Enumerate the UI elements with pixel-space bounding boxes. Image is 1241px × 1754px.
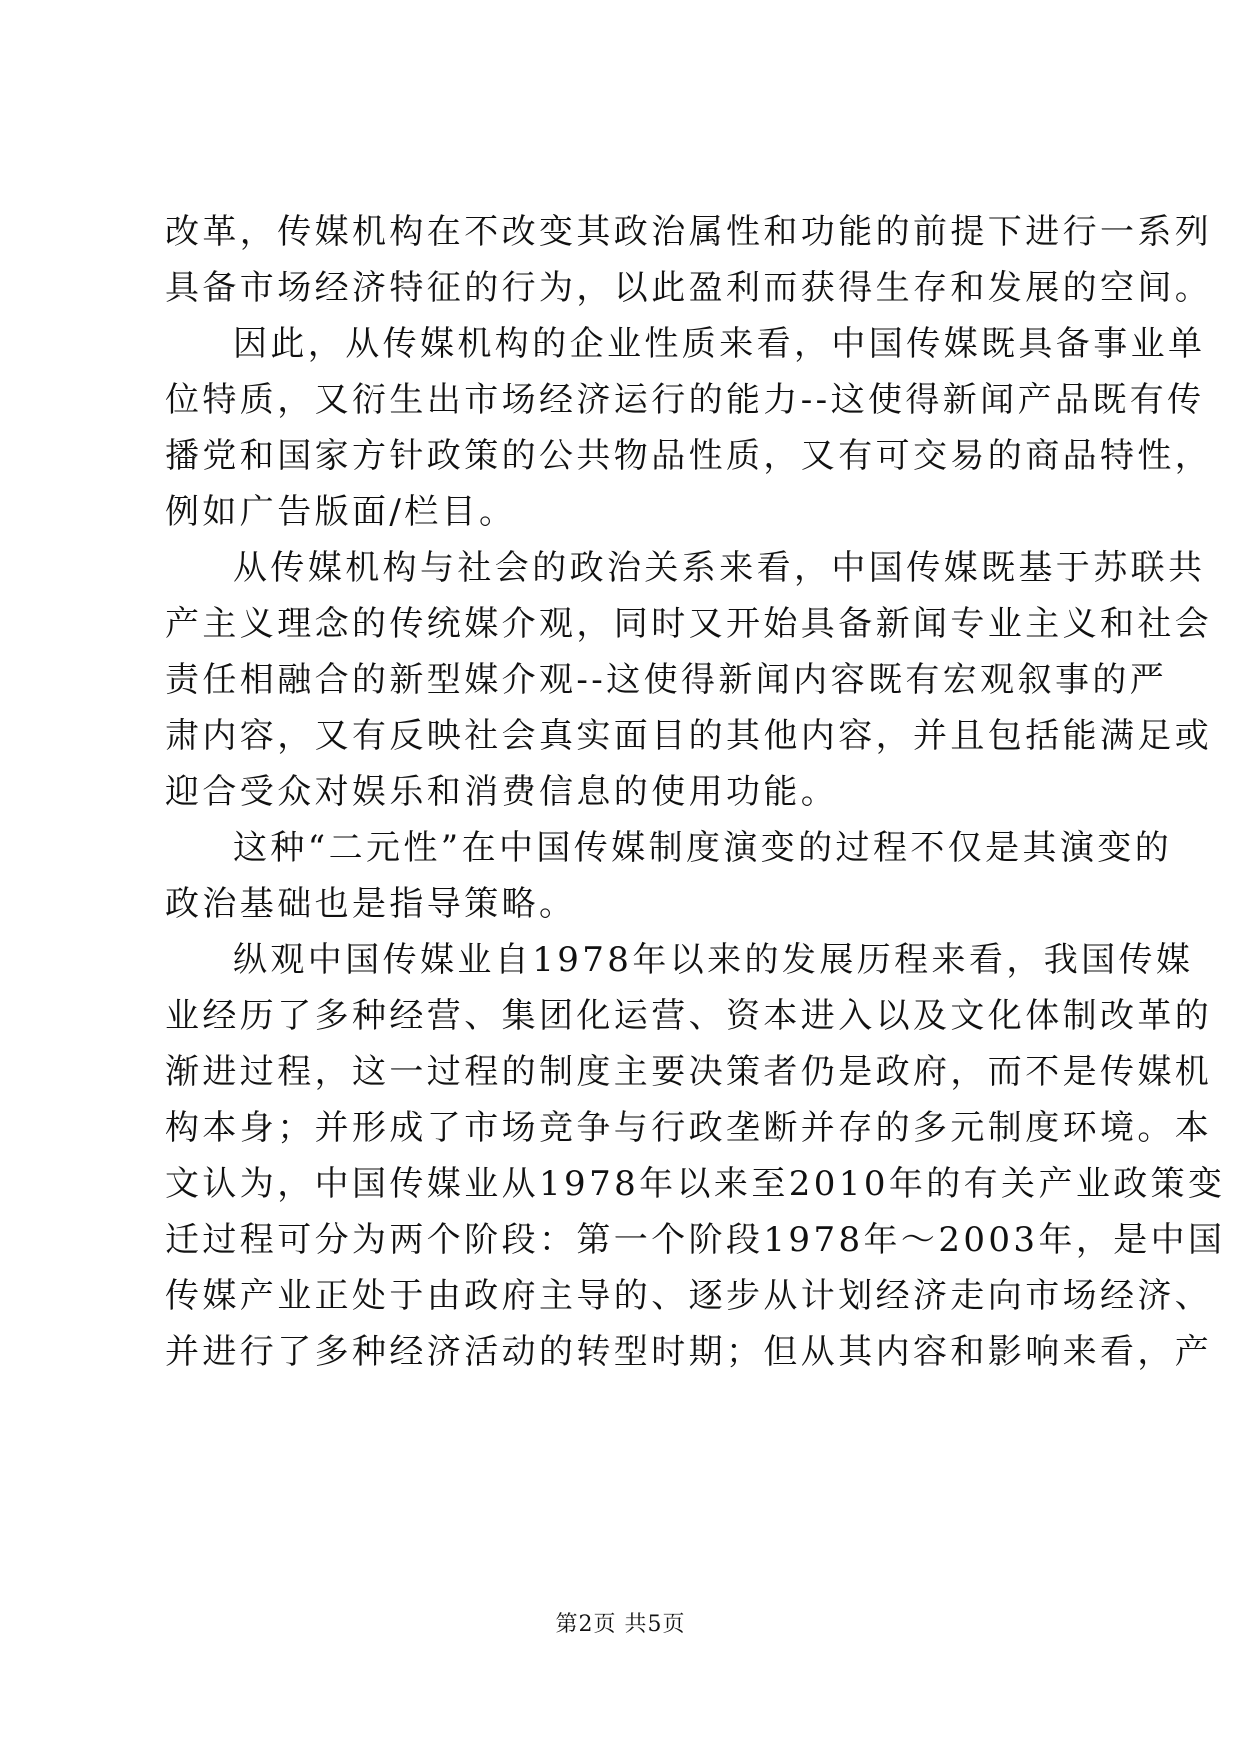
- body-line-4: 位特质，又衍生出市场经济运行的能力--这使得新闻产品既有传: [165, 380, 1205, 420]
- page-footer: 第2页 共5页: [555, 1612, 686, 1637]
- body-line-2: 具备市场经济特征的行为，以此盈利而获得生存和发展的空间。: [165, 268, 1213, 308]
- body-line-15: 业经历了多种经营、集团化运营、资本进入以及文化体制改革的: [165, 996, 1213, 1036]
- body-line-8: 产主义理念的传统媒介观，同时又开始具备新闻专业主义和社会: [165, 604, 1213, 644]
- body-line-21: 并进行了多种经济活动的转型时期；但从其内容和影响来看，产: [165, 1332, 1213, 1372]
- body-line-1: 改革，传媒机构在不改变其政治属性和功能的前提下进行一系列: [165, 212, 1213, 252]
- body-line-10: 肃内容，又有反映社会真实面目的其他内容，并且包括能满足或: [165, 716, 1213, 756]
- body-line-17: 构本身；并形成了市场竞争与行政垄断并存的多元制度环境。本: [165, 1108, 1213, 1148]
- body-line-5: 播党和国家方针政策的公共物品性质，又有可交易的商品特性，: [165, 436, 1213, 476]
- paragraph-start-line: 因此，从传媒机构的企业性质来看，中国传媒既具备事业单: [233, 324, 1206, 364]
- body-line-19: 迁过程可分为两个阶段：第一个阶段1978年～2003年，是中国: [165, 1220, 1226, 1260]
- paragraph-start-line: 从传媒机构与社会的政治关系来看，中国传媒既基于苏联共: [233, 548, 1206, 588]
- body-line-9: 责任相融合的新型媒介观--这使得新闻内容既有宏观叙事的严: [165, 660, 1168, 700]
- body-line-18: 文认为，中国传媒业从1978年以来至2010年的有关产业政策变: [165, 1164, 1226, 1204]
- paragraph-start-line: 这种“二元性”在中国传媒制度演变的过程不仅是其演变的: [233, 828, 1173, 868]
- body-line-20: 传媒产业正处于由政府主导的、逐步从计划经济走向市场经济、: [165, 1276, 1213, 1316]
- body-line-13: 政治基础也是指导策略。: [165, 884, 577, 924]
- body-line-16: 渐进过程，这一过程的制度主要决策者仍是政府，而不是传媒机: [165, 1052, 1213, 1092]
- body-line-6: 例如广告版面/栏目。: [165, 492, 517, 532]
- body-line-11: 迎合受众对娱乐和消费信息的使用功能。: [165, 772, 839, 812]
- paragraph-start-line: 纵观中国传媒业自1978年以来的发展历程来看，我国传媒: [233, 940, 1194, 980]
